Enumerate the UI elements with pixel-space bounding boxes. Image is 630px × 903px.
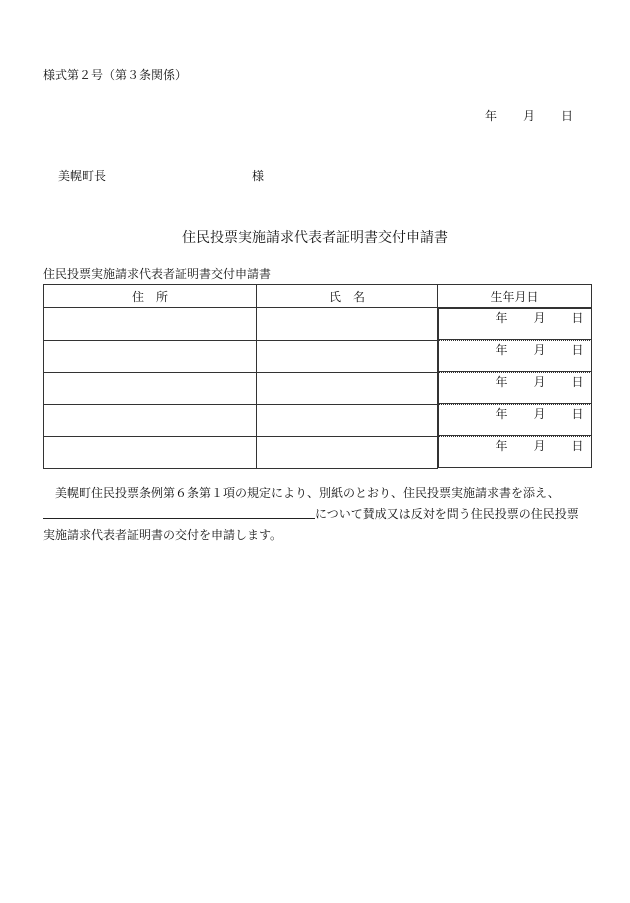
header-address: 住 所 xyxy=(44,285,257,308)
dob-month-label: 月 xyxy=(533,311,546,325)
honorific: 様 xyxy=(252,169,265,183)
table-row xyxy=(44,340,592,372)
address-cell[interactable] xyxy=(44,308,257,341)
dob-year-label: 年 xyxy=(495,439,508,453)
statement-line-1: 美幌町住民投票条例第６条第１項の規定により、別紙のとおり、住民投票実施請求書を添え、 xyxy=(55,486,560,500)
date-month-label: 月 xyxy=(523,109,536,123)
dob-day-label: 日 xyxy=(571,311,584,325)
dob-month-label: 月 xyxy=(533,343,546,357)
dob-year-label: 年 xyxy=(495,407,508,421)
application-statement xyxy=(43,483,591,546)
address-cell[interactable] xyxy=(44,372,257,404)
addressee: 美幌町長 xyxy=(58,169,107,183)
table-row xyxy=(44,404,592,436)
name-cell[interactable] xyxy=(257,308,438,341)
statement-line-2 xyxy=(43,504,591,525)
birthdate-cell[interactable] xyxy=(438,340,592,372)
dob-month-label: 月 xyxy=(533,407,546,421)
address-cell[interactable] xyxy=(44,340,257,372)
applicant-table xyxy=(43,284,592,469)
date-year-label: 年 xyxy=(485,109,498,123)
dob-year-label: 年 xyxy=(495,343,508,357)
birthdate-cell[interactable] xyxy=(438,404,592,436)
application-date[interactable] xyxy=(485,107,573,124)
table-caption: 住民投票実施請求代表者証明書交付申請書 xyxy=(43,267,272,281)
address-cell[interactable] xyxy=(44,404,257,436)
dob-year-label: 年 xyxy=(495,311,508,325)
dob-day-label: 日 xyxy=(571,439,584,453)
table-row xyxy=(44,308,592,341)
name-cell[interactable] xyxy=(257,340,438,372)
birthdate-cell[interactable] xyxy=(438,308,592,340)
table-row xyxy=(44,436,592,468)
table-header-row xyxy=(44,285,592,308)
subject-blank-field[interactable] xyxy=(43,506,315,519)
header-birthdate: 生年月日 xyxy=(438,285,592,308)
dob-month-label: 月 xyxy=(533,439,546,453)
dob-month-label: 月 xyxy=(533,375,546,389)
birthdate-cell[interactable] xyxy=(438,436,592,468)
statement-line-3: 実施請求代表者証明書の交付を申請します。 xyxy=(43,528,283,542)
address-cell[interactable] xyxy=(44,436,257,468)
dob-year-label: 年 xyxy=(495,375,508,389)
form-number: 様式第２号（第３条関係） xyxy=(43,68,188,82)
dob-day-label: 日 xyxy=(571,343,584,357)
document-title: 住民投票実施請求代表者証明書交付申請書 xyxy=(182,230,448,246)
name-cell[interactable] xyxy=(257,436,438,468)
table-row xyxy=(44,372,592,404)
dob-day-label: 日 xyxy=(571,407,584,421)
birthdate-cell[interactable] xyxy=(438,372,592,404)
name-cell[interactable] xyxy=(257,404,438,436)
header-name: 氏 名 xyxy=(257,285,438,308)
dob-day-label: 日 xyxy=(571,375,584,389)
date-day-label: 日 xyxy=(561,109,574,123)
statement-line-2-text: について賛成又は反対を問う住民投票の住民投票 xyxy=(315,507,579,521)
name-cell[interactable] xyxy=(257,372,438,404)
